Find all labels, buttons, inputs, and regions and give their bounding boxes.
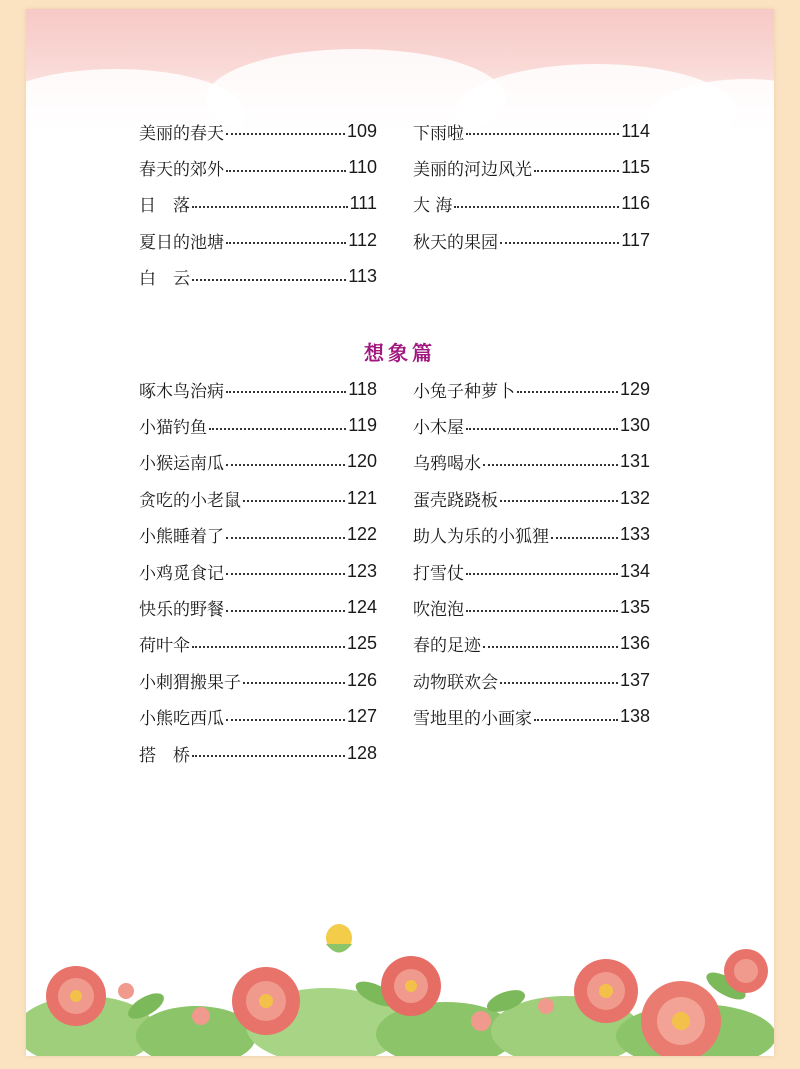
entry-title: 小熊吃西瓜 <box>139 709 224 730</box>
entry-page-number: 117 <box>621 229 650 250</box>
peony-flower <box>381 956 441 1016</box>
toc-section1-left <box>139 113 377 295</box>
entry-page-number: 124 <box>346 597 377 618</box>
peony-flower <box>641 981 721 1056</box>
leader-dots <box>534 170 619 172</box>
toc-entry[interactable] <box>139 444 377 480</box>
toc-entry[interactable] <box>413 699 650 735</box>
book-page <box>26 9 774 1056</box>
entry-title: 贪吃的小老鼠 <box>139 490 241 511</box>
toc-entry[interactable] <box>139 589 377 625</box>
leader-dots <box>192 279 346 281</box>
entry-page-number: 113 <box>348 266 377 287</box>
leader-dots <box>483 646 618 648</box>
leader-dots <box>243 682 345 684</box>
entry-page-number: 112 <box>348 229 377 250</box>
entry-page-number: 134 <box>619 560 650 581</box>
toc-entry[interactable] <box>139 517 377 553</box>
entry-page-number: 120 <box>346 451 377 472</box>
entry-title: 美丽的春天 <box>139 123 224 144</box>
entry-page-number: 128 <box>346 742 377 763</box>
toc-entry[interactable] <box>139 662 377 698</box>
entry-page-number: 131 <box>619 451 650 472</box>
toc-entry[interactable] <box>139 735 377 771</box>
toc-section1-right <box>413 113 650 259</box>
entry-title: 小木屋 <box>413 418 464 439</box>
leader-dots <box>466 573 618 575</box>
leader-dots <box>192 206 348 208</box>
entry-title: 助人为乐的小狐狸 <box>413 527 549 548</box>
entry-title: 雪地里的小画家 <box>413 709 532 730</box>
entry-page-number: 130 <box>619 415 650 436</box>
toc-entry[interactable] <box>413 149 650 185</box>
toc-entry[interactable] <box>139 371 377 407</box>
toc-entry[interactable] <box>139 113 377 149</box>
entry-title: 搭 桥 <box>139 745 190 766</box>
entry-title: 日 落 <box>139 196 190 217</box>
entry-title: 蛋壳跷跷板 <box>413 490 498 511</box>
entry-page-number: 109 <box>346 120 377 141</box>
entry-page-number: 119 <box>348 415 377 436</box>
toc-entry[interactable] <box>413 113 650 149</box>
leader-dots <box>500 682 618 684</box>
peony-flower <box>724 949 768 993</box>
toc-section2-left <box>139 371 377 771</box>
toc-entry[interactable] <box>139 553 377 589</box>
peony-flower <box>46 966 106 1026</box>
entry-page-number: 116 <box>621 193 650 214</box>
leader-dots <box>483 464 618 466</box>
entry-title: 小兔子种萝卜 <box>413 381 515 402</box>
toc-entry[interactable] <box>139 186 377 222</box>
toc-entry[interactable] <box>413 517 650 553</box>
toc-entry[interactable] <box>139 149 377 185</box>
entry-page-number: 129 <box>619 378 650 399</box>
entry-title: 春天的郊外 <box>139 160 224 181</box>
entry-page-number: 118 <box>348 378 377 399</box>
entry-page-number: 137 <box>619 669 650 690</box>
leader-dots <box>454 206 619 208</box>
entry-page-number: 121 <box>346 487 377 508</box>
toc-entry[interactable] <box>139 699 377 735</box>
entry-page-number: 125 <box>346 633 377 654</box>
peony-flower <box>232 967 300 1035</box>
toc-entry[interactable] <box>413 222 650 258</box>
entry-title: 夏日的池塘 <box>139 232 224 253</box>
leader-dots <box>226 170 346 172</box>
leader-dots <box>226 610 345 612</box>
leader-dots <box>226 464 345 466</box>
entry-page-number: 126 <box>346 669 377 690</box>
leader-dots <box>192 646 345 648</box>
leader-dots <box>226 391 346 393</box>
leader-dots <box>517 391 618 393</box>
entry-title: 小猫钓鱼 <box>139 418 207 439</box>
leader-dots <box>534 719 618 721</box>
toc-entry[interactable] <box>413 589 650 625</box>
peony-flower <box>574 959 638 1023</box>
toc-entry[interactable] <box>413 553 650 589</box>
entry-title: 大 海 <box>413 196 453 217</box>
entry-page-number: 136 <box>619 633 650 654</box>
entry-title: 白 云 <box>139 269 190 290</box>
entry-title: 春的足迹 <box>413 636 481 657</box>
leader-dots <box>192 755 345 757</box>
entry-title: 小猴运南瓜 <box>139 454 224 475</box>
leader-dots <box>226 537 345 539</box>
entry-title: 打雪仗 <box>413 563 464 584</box>
entry-page-number: 110 <box>348 157 377 178</box>
toc-entry[interactable] <box>413 407 650 443</box>
leader-dots <box>500 242 619 244</box>
leader-dots <box>243 500 345 502</box>
entry-title: 秋天的果园 <box>413 232 498 253</box>
entry-page-number: 114 <box>621 120 650 141</box>
leader-dots <box>551 537 618 539</box>
entry-page-number: 115 <box>621 157 650 178</box>
toc-section2-right <box>413 371 650 735</box>
entry-title: 吹泡泡 <box>413 600 464 621</box>
leader-dots <box>226 242 346 244</box>
entry-title: 啄木鸟治病 <box>139 381 224 402</box>
toc-entry[interactable] <box>413 662 650 698</box>
entry-title: 小熊睡着了 <box>139 527 224 548</box>
entry-page-number: 127 <box>346 706 377 727</box>
entry-title: 小刺猬搬果子 <box>139 672 241 693</box>
toc-entry[interactable] <box>413 186 650 222</box>
leader-dots <box>466 428 618 430</box>
entry-page-number: 132 <box>619 487 650 508</box>
peony-flower-border <box>26 916 774 1056</box>
leader-dots <box>226 573 345 575</box>
toc-entry[interactable] <box>139 407 377 443</box>
section-heading: 想象篇 <box>364 341 436 365</box>
toc-entry[interactable] <box>139 480 377 516</box>
entry-page-number: 111 <box>349 193 377 214</box>
entry-page-number: 138 <box>619 706 650 727</box>
entry-title: 小鸡觅食记 <box>139 563 224 584</box>
entry-page-number: 135 <box>619 597 650 618</box>
toc-entry[interactable] <box>139 222 377 258</box>
toc-entry[interactable] <box>413 480 650 516</box>
entry-page-number: 122 <box>346 524 377 545</box>
entry-page-number: 123 <box>346 560 377 581</box>
entry-title: 下雨啦 <box>413 123 464 144</box>
entry-page-number: 133 <box>619 524 650 545</box>
leader-dots <box>500 500 618 502</box>
leader-dots <box>466 133 619 135</box>
toc-entry[interactable] <box>413 371 650 407</box>
toc-entry[interactable] <box>139 259 377 295</box>
entry-title: 美丽的河边风光 <box>413 160 532 181</box>
leader-dots <box>226 133 345 135</box>
leader-dots <box>466 610 618 612</box>
entry-title: 荷叶伞 <box>139 636 190 657</box>
entry-title: 快乐的野餐 <box>139 600 224 621</box>
leader-dots <box>226 719 345 721</box>
entry-title: 动物联欢会 <box>413 672 498 693</box>
toc-entry[interactable] <box>413 444 650 480</box>
leader-dots <box>209 428 346 430</box>
entry-title: 乌鸦喝水 <box>413 454 481 475</box>
yellow-rose-bud <box>326 924 352 953</box>
toc-entry[interactable] <box>413 626 650 662</box>
toc-entry[interactable] <box>139 626 377 662</box>
